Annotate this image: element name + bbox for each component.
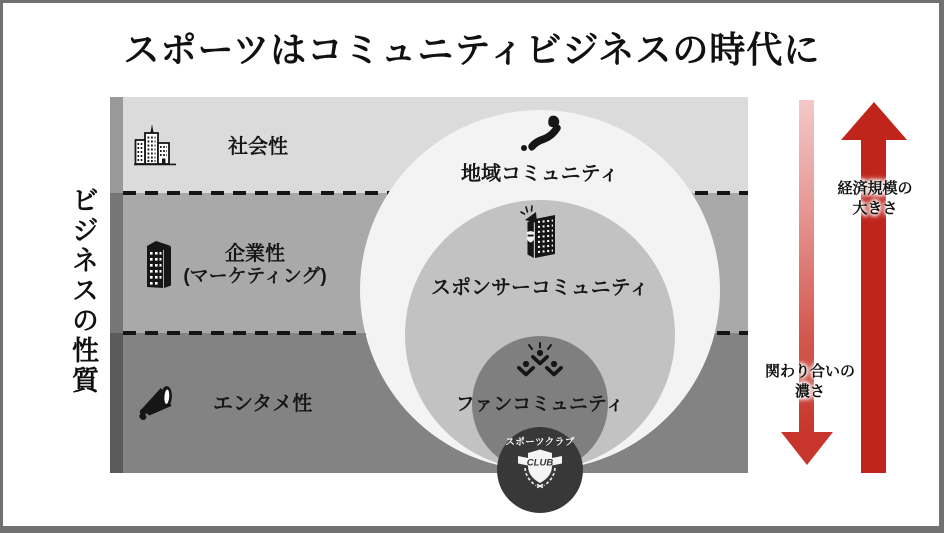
megaphone-icon <box>135 382 181 420</box>
economy-arrowhead-icon <box>841 102 907 140</box>
japan-map-icon <box>518 114 562 159</box>
business-nature-panel <box>110 97 748 473</box>
sports-club-circle <box>497 427 583 513</box>
region-community-label: 地域コミュニティ <box>461 163 619 185</box>
club-shield-icon <box>516 457 564 494</box>
involvement-depth-label-line1: 関わり合いの <box>764 363 855 380</box>
band-label-entertainment: エンタメ性 <box>213 393 313 415</box>
involvement-depth-label <box>750 362 870 403</box>
economy-scale-label <box>815 179 935 220</box>
economy-arrow-up <box>841 102 907 473</box>
band-label-corporate <box>155 242 355 289</box>
band-label-corporate-sub: (マーケティング) <box>183 266 327 287</box>
sponsor-community-label: スポンサーコミュニティ <box>431 277 649 299</box>
band-label-social: 社会性 <box>228 136 288 158</box>
sponsor-building-icon <box>518 204 562 265</box>
cheering-fans-icon <box>512 342 568 385</box>
left-accent-strip <box>110 97 123 473</box>
club-badge-text: CLUB <box>526 457 554 469</box>
economy-scale-label-line1: 経済規模の <box>837 180 913 197</box>
page-title: スポーツはコミュニティビジネスの時代に <box>123 29 821 70</box>
city-buildings-icon <box>133 121 177 167</box>
y-axis-label: ビジネスの性質 <box>68 186 98 396</box>
involvement-depth-label-line2: 濃さ <box>794 383 825 401</box>
economy-scale-label-line2: 大きさ <box>852 200 898 218</box>
fan-community-label: ファンコミュニティ <box>455 394 625 415</box>
band-label-corporate-main: 企業性 <box>225 243 285 265</box>
sports-club-label: スポーツクラブ <box>505 437 575 448</box>
involvement-arrow-down <box>781 100 833 465</box>
involvement-arrowhead-icon <box>781 432 833 465</box>
